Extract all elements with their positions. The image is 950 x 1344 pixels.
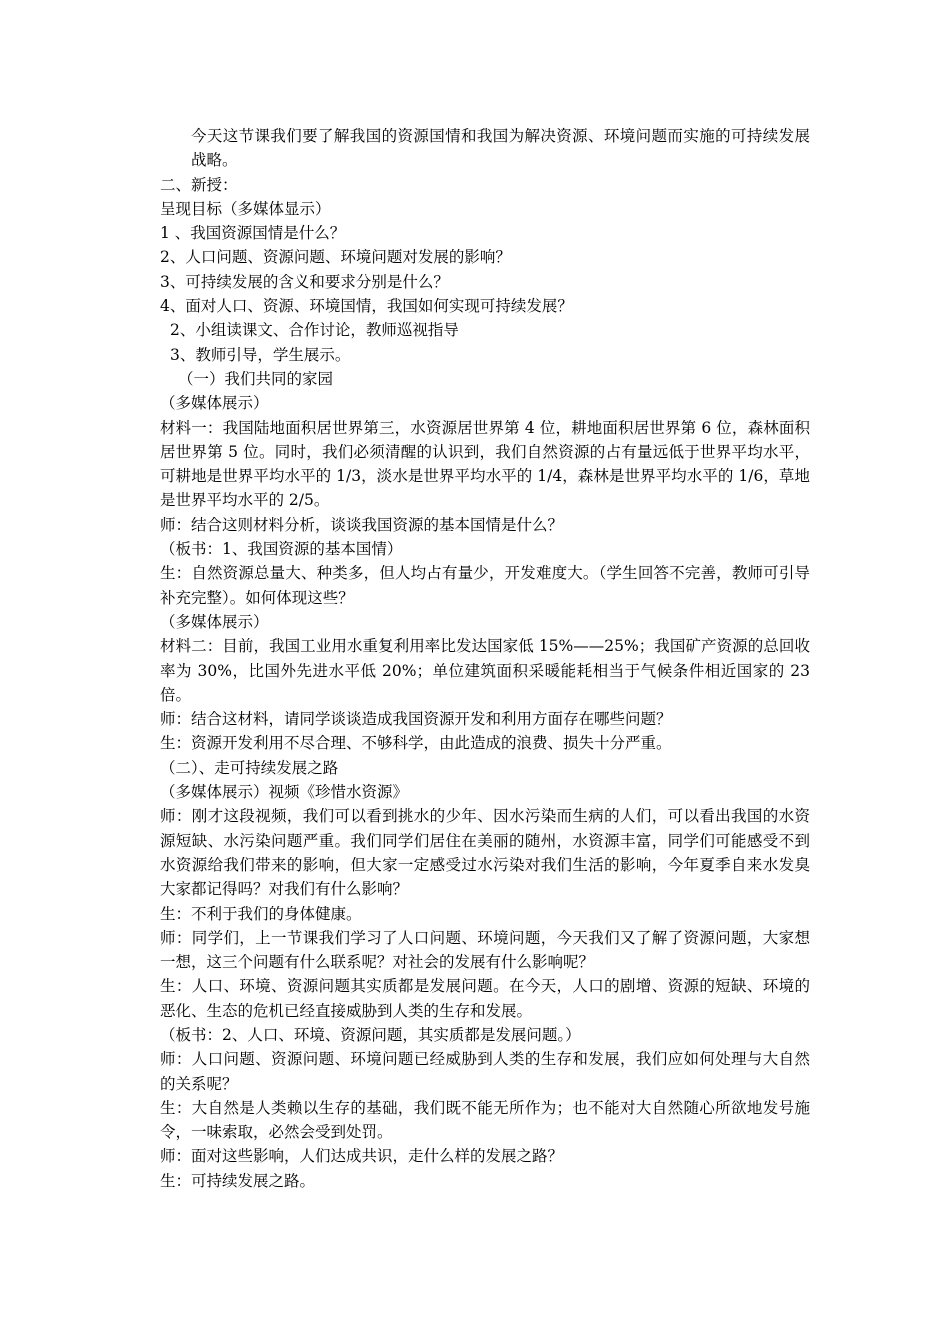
paragraph: 生：人口、环境、资源问题其实质都是发展问题。在今天，人口的剧增、资源的短缺、环境的恶化、生态的危机已经直接威胁到人类的生存和发展。 (160, 977, 810, 1020)
paragraph: 4、面对人口、资源、环境国情，我国如何实现可持续发展？ (160, 297, 573, 316)
paragraph: 二、新授： (160, 175, 238, 194)
paragraph: 3、可持续发展的含义和要求分别是什么？ (160, 272, 449, 291)
paragraph: 生：大自然是人类赖以生存的基础，我们既不能无所作为；也不能对大自然随心所欲地发号施令，一味索取，必然会受到处罚。 (160, 1098, 810, 1142)
paragraph: 1 、我国资源国情是什么？ (160, 224, 346, 243)
paragraph: 师：面对这些影响，人们达成共识，走什么样的发展之路？ (160, 1147, 564, 1166)
paragraph: （多媒体展示） (160, 612, 269, 631)
paragraph: 师：结合这材料，请同学谈谈造成我国资源开发和利用方面存在哪些问题？ (160, 710, 672, 729)
paragraph: 生：可持续发展之路。 (160, 1171, 316, 1190)
paragraph: 呈现目标（多媒体显示） (160, 199, 331, 218)
paragraph: 生：资源开发利用不尽合理、不够科学，由此造成的浪费、损失十分严重。 (160, 734, 672, 753)
paragraph: 3、教师引导，学生展示。 (170, 345, 351, 364)
paragraph: 生：不利于我们的身体健康。 (160, 904, 362, 923)
paragraph: （板书：1、我国资源的基本国情） (160, 540, 403, 559)
paragraph: （二）、走可持续发展之路 (160, 758, 339, 777)
paragraph: （多媒体展示） (160, 394, 269, 413)
paragraph: 材料一：我国陆地面积居世界第三，水资源居世界第 4 位，耕地面积居世界第 6 位，森林面积居世界第 5 位。同时，我们必须清醒的认识到，我们自然资源的占有量远低于世界平均水平，可耕地是世界平均水平的 1/3，淡水是世界平均水平的 1/4，森林是世界平均水平的 1/6，草地是世界平均水平的 2/5。 (160, 418, 810, 510)
paragraph: （一）我们共同的家园 (178, 369, 334, 388)
paragraph: 师：人口问题、资源问题、环境问题已经威胁到人类的生存和发展，我们应如何处理与大自然的关系呢？ (160, 1050, 810, 1093)
paragraph: 生：自然资源总量大、种类多，但人均占有量少，开发难度大。（学生回答不完善，教师可引导补充完整）。如何体现这些？ (160, 564, 810, 607)
document-body (160, 124, 810, 1193)
paragraph: 2、人口问题、资源问题、环境问题对发展的影响？ (160, 248, 511, 267)
paragraph: 2、小组读课文、合作讨论，教师巡视指导 (170, 321, 459, 340)
paragraph: 今天这节课我们要了解我国的资源国情和我国为解决资源、环境问题而实施的可持续发展战略。 (191, 127, 810, 170)
paragraph: （多媒体展示）视频《珍惜水资源》 (160, 783, 409, 802)
paragraph: 材料二：目前，我国工业用水重复利用率比发达国家低 15%——25%；我国矿产资源的总回收率为 30%，比国外先进水平低 20%；单位建筑面积采暖能耗相当于气候条件相近国家的 23 倍。 (160, 637, 810, 704)
paragraph: 师：结合这则材料分析，谈谈我国资源的基本国情是什么？ (160, 515, 564, 534)
paragraph: （板书：2、人口、环境、资源问题，其实质都是发展问题。） (160, 1025, 581, 1044)
paragraph: 师：刚才这段视频，我们可以看到挑水的少年、因水污染而生病的人们，可以看出我国的水资源短缺、水污染问题严重。我们同学们居住在美丽的随州，水资源丰富，同学们可能感受不到水资源给我们带来的影响，但大家一定感受过水污染对我们生活的影响，今年夏季自来水发臭大家都记得吗？对我们有什么影响？ (160, 807, 810, 899)
paragraph: 师：同学们，上一节课我们学习了人口问题、环境问题，今天我们又了解了资源问题，大家想一想，这三个问题有什么联系呢？对社会的发展有什么影响呢？ (160, 928, 810, 972)
